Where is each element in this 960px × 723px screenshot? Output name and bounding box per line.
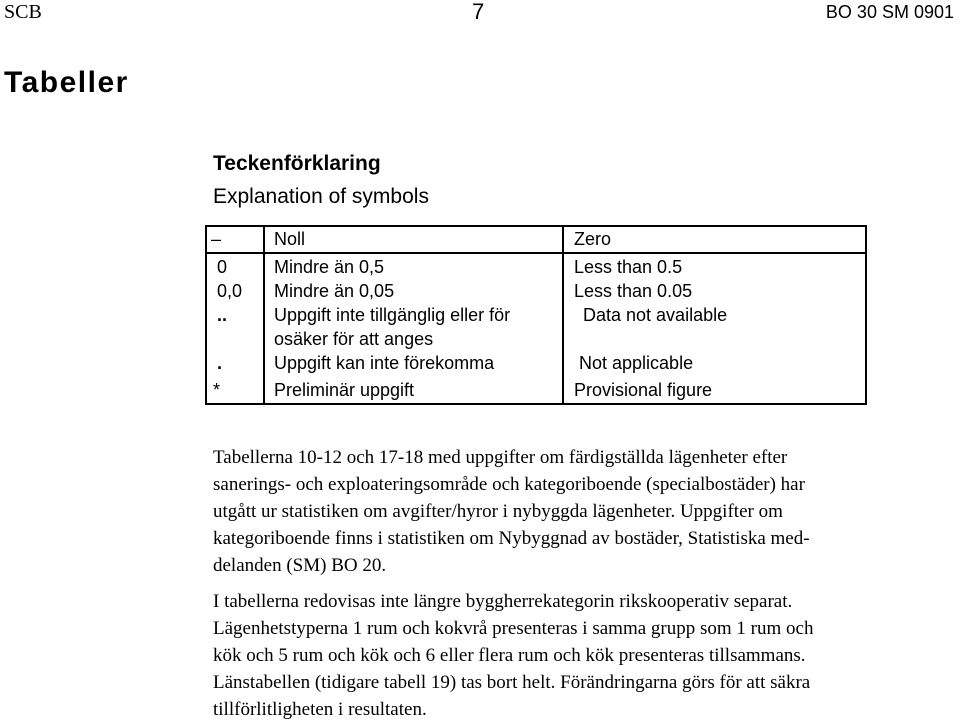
paragraph-line: tillförlitligheten i resultaten. — [213, 699, 427, 720]
paragraph-line: delanden (SM) BO 20. — [213, 555, 387, 576]
symbol-legend-table — [205, 225, 867, 405]
legend-english: Less than 0.5 — [574, 257, 683, 277]
legend-swedish: Noll — [274, 229, 306, 249]
paragraph-line: Tabellerna 10-12 och 17-18 med uppgifter om färdigställda lägenheter efter — [213, 447, 788, 468]
paragraph-line: kök och 5 rum och kök och 6 eller flera rum och kök presenteras tillsammans. — [213, 645, 806, 666]
legend-symbol: .. — [217, 305, 228, 325]
legend-symbol: . — [217, 353, 223, 373]
paragraph-line: Länstabellen (tidigare tabell 19) tas bort helt. Förändringarna görs för att säkra — [213, 672, 811, 693]
page-title: Tabeller — [4, 66, 129, 99]
page-header-right: BO 30 SM 0901 — [825, 2, 954, 22]
legend-swedish-cont: osäker för att anges — [274, 329, 434, 349]
paragraph-line: sanerings- och exploateringsområde och kategoriboende (specialbostäder) har — [213, 474, 805, 495]
paragraph-line: utgått ur statistiken om avgifter/hyror i nybyggda lägenheter. Uppgifter om — [213, 501, 783, 522]
legend-swedish: Preliminär uppgift — [274, 380, 415, 400]
legend-swedish: Mindre än 0,5 — [274, 257, 385, 277]
legend-symbol: – — [211, 229, 222, 249]
row-divider — [207, 252, 865, 254]
paragraph-line: Lägenhetstyperna 1 rum och kokvrå presenteras i samma grupp som 1 rum och — [213, 618, 814, 639]
legend-english: Provisional figure — [574, 380, 713, 400]
body-paragraph — [213, 588, 943, 723]
legend-heading-en: Explanation of symbols — [213, 185, 429, 208]
paragraph-line: I tabellerna redovisas inte längre byggherrekategorin rikskooperativ separat. — [213, 591, 793, 612]
legend-symbol: * — [213, 380, 221, 400]
legend-english: Less than 0.05 — [574, 281, 693, 301]
legend-symbol: 0 — [217, 257, 228, 277]
legend-english: Zero — [574, 229, 612, 249]
body-paragraph — [213, 444, 943, 579]
legend-english: Data not available — [583, 305, 728, 325]
paragraph-line: kategoriboende finns i statistiken om Nybyggnad av bostäder, Statistiska med- — [213, 528, 810, 549]
legend-heading: Teckenförklaring — [213, 152, 381, 175]
legend-swedish: Mindre än 0,05 — [274, 281, 395, 301]
legend-english: Not applicable — [579, 353, 694, 373]
legend-symbol: 0,0 — [217, 281, 243, 301]
page-number: 7 — [472, 0, 485, 24]
legend-swedish: Uppgift kan inte förekomma — [274, 353, 495, 373]
page-header-left: SCB — [4, 1, 42, 23]
legend-swedish: Uppgift inte tillgänglig eller för — [274, 305, 511, 325]
